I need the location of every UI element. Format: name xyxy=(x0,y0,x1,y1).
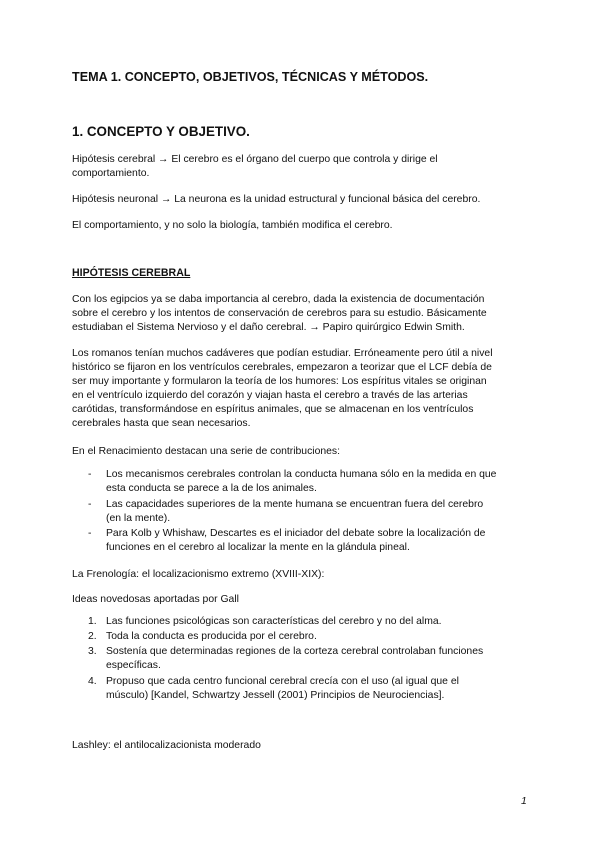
text-line: Las capacidades superiores de la mente humana se encuentran fuera del cerebro xyxy=(106,499,484,510)
subsection-heading: HIPÓTESIS CEREBRAL xyxy=(72,267,191,279)
list-marker: 3. xyxy=(88,646,97,657)
text-line: en el ventrículo izquierdo del corazón y viajan hasta el cerebro a través de las arterias xyxy=(72,390,468,401)
list-item-text xyxy=(106,468,496,496)
list-marker: - xyxy=(88,528,92,539)
list-item-text xyxy=(106,527,485,555)
text-line: esta conducta se parece a la de los animales. xyxy=(106,483,317,494)
paragraph xyxy=(72,293,542,335)
text-line: Con los egipcios ya se daba importancia al cerebro, dada la existencia de documentación xyxy=(72,294,485,305)
text-line: específicas. xyxy=(106,660,161,671)
paragraph: Hipótesis neuronal → La neurona es la unidad estructural y funcional básica del cerebro. xyxy=(72,194,481,205)
text-line: Las funciones psicológicas son características del cerebro y no del alma. xyxy=(106,616,442,627)
list-item-text xyxy=(106,615,442,629)
text-line: Los romanos tenían muchos cadáveres que podían estudiar. Erróneamente pero útil a nivel xyxy=(72,348,493,359)
section-heading: 1. CONCEPTO Y OBJETIVO. xyxy=(72,124,250,139)
text-line: funciones en el cerebro al localizar la mente en la glándula pineal. xyxy=(106,542,410,553)
paragraph xyxy=(72,153,542,181)
list-marker: 1. xyxy=(88,616,97,627)
document-title: TEMA 1. CONCEPTO, OBJETIVOS, TÉCNICAS Y MÉTODOS. xyxy=(72,70,429,84)
text-line: estudiaban el Sistema Nervioso y el daño cerebral. → Papiro quirúrgico Edwin Smith. xyxy=(72,322,465,333)
text-line: carótidas, transformándose en espíritus animales, que se almacenan en los ventrículos xyxy=(72,404,474,415)
text-line: (en la mente). xyxy=(106,513,171,524)
list-item-text xyxy=(106,675,459,703)
text-line: Para Kolb y Whishaw, Descartes es el iniciador del debate sobre la localización de xyxy=(106,528,486,539)
list-item-text xyxy=(106,498,483,526)
text-line: sobre el cerebro y los intentos de conservación de cerebros para su estudio. Básicamente xyxy=(72,308,487,319)
page-number: 1 xyxy=(521,796,527,807)
paragraph: La Frenología: el localizacionismo extremo (XVIII-XIX): xyxy=(72,569,325,580)
paragraph: En el Renacimiento destacan una serie de contribuciones: xyxy=(72,446,341,457)
paragraph: Ideas novedosas aportadas por Gall xyxy=(72,594,239,605)
text-line: cerebrales hasta que sean necesarios. xyxy=(72,418,251,429)
paragraph: El comportamiento, y no solo la biología, también modifica el cerebro. xyxy=(72,220,393,231)
text-line: Toda la conducta es producida por el cerebro. xyxy=(106,631,317,642)
list-item-text xyxy=(106,630,317,644)
list-item-text xyxy=(106,645,483,673)
text-line: Sostenía que determinadas regiones de la corteza cerebral controlaban funciones xyxy=(106,646,484,657)
text-line: comportamiento. xyxy=(72,168,150,179)
text-line: músculo) [Kandel, Schwartzy Jessell (2001) Principios de Neurociencias]. xyxy=(106,690,445,701)
text-line: histórico se fijaron en los ventrículos cerebrales, empezaron a teorizar que el LCF debía de xyxy=(72,362,492,373)
paragraph: Lashley: el antilocalizacionista moderado xyxy=(72,740,261,751)
text-line: Propuso que cada centro funcional cerebral crecía con el uso (al igual que el xyxy=(106,676,459,687)
list-marker: - xyxy=(88,469,92,480)
list-marker: 4. xyxy=(88,676,97,687)
list-marker: 2. xyxy=(88,631,97,642)
text-line: Los mecanismos cerebrales controlan la conducta humana sólo en la medida en que xyxy=(106,469,497,480)
text-line: Hipótesis cerebral → El cerebro es el órgano del cuerpo que controla y dirige el xyxy=(72,154,438,165)
text-line: ser muy importante y formularon la teoría de los humores: Los espíritus vitales se originan xyxy=(72,376,487,387)
list-marker: - xyxy=(88,499,92,510)
paragraph xyxy=(72,347,542,431)
